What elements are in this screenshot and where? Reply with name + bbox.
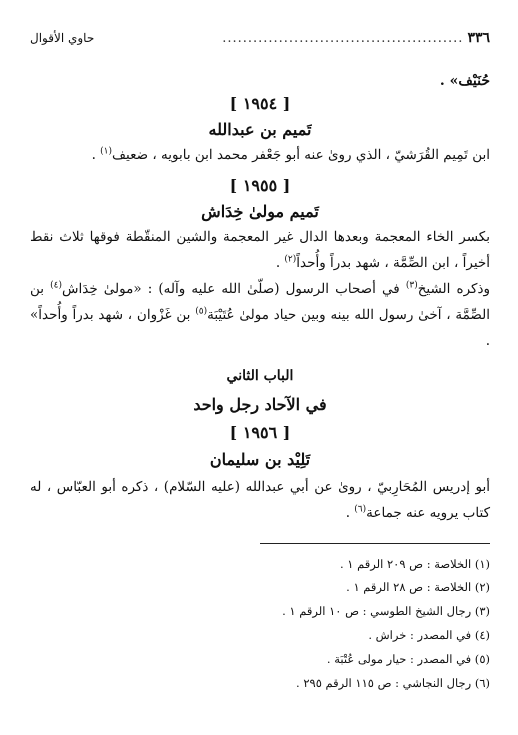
page-number: ٣٣٦ (467, 30, 490, 46)
footnote-6: (٦) رجال النجاشي : ص ١١٥ الرقم ٢٩٥ . (296, 676, 490, 690)
entry-text-1956-end: . (345, 505, 355, 521)
footnote-5: (٥) في المصدر : حيار مولى عُتْبَة . (326, 652, 490, 666)
note-ref-1[interactable]: (١) (100, 146, 113, 157)
note-ref-3[interactable]: (٣) (405, 280, 418, 291)
footnote-1: (١) الخلاصة : ص ٢٠٩ الرقم ١ . (339, 557, 490, 571)
chapter-title: الباب الثاني (226, 368, 294, 384)
entry-text-1954 (30, 142, 490, 168)
footnote-3: (٣) رجال الشيخ الطوسي : ص ١٠ الرقم ١ . (282, 604, 490, 618)
note-ref-2[interactable]: (٢) (284, 254, 297, 265)
entry-1955-paragraph-2-d: بن غَزْوان ، شهد بدراً وأُحداً» . (30, 307, 490, 349)
note-ref-6[interactable]: (٦) (354, 504, 367, 515)
note-ref-5[interactable]: (٥) (195, 306, 208, 317)
footnote-divider (260, 543, 490, 544)
entry-1955-paragraph-1-text: بكسر الخاء المعجمة وبعدها الدال غير المعجمة والشين المنقّطة فوقها ثلاث نقط أخيراً ، ابن الصِّمَّة ، شهد بدراً وأُحداً (30, 229, 490, 271)
entry-1955-paragraph-2 (30, 276, 490, 354)
entry-text-1956 (30, 474, 490, 526)
entry-text-1955 (30, 224, 490, 354)
footnote-4: (٤) في المصدر : خراش . (368, 628, 490, 642)
chapter-subtitle: في الآحاد رجل واحد (193, 395, 327, 414)
header-dots: ............................................... (222, 31, 464, 46)
entry-1955-paragraph-1 (30, 224, 490, 276)
entry-1955-paragraph-2-b: في أصحاب الرسول (صلّىٰ الله عليه وآله) : «مولىٰ خِدَاش (62, 281, 406, 297)
entry-number-1956: [ ١٩٥٦ ] (229, 423, 291, 442)
running-title: حاوي الأقوال (30, 31, 95, 45)
entry-1955-paragraph-1-end: . (275, 255, 285, 271)
footnote-2: (٢) الخلاصة : ص ٢٨ الرقم ١ . (346, 580, 490, 594)
entry-name-1955: تَميم مولىٰ خِدَاش (201, 202, 319, 221)
entry-number-1954: [ ١٩٥٤ ] (229, 94, 291, 113)
entry-1955-paragraph-2-a: وذكره الشيخ (417, 281, 491, 297)
opening-text: حُنَيْف» . (439, 73, 490, 89)
entry-number-1955: [ ١٩٥٥ ] (229, 176, 291, 195)
note-ref-4[interactable]: (٤) (50, 280, 63, 291)
entry-name-1956: تَلِيْد بن سليمان (209, 450, 311, 469)
entry-text-1954-end: . (91, 147, 101, 163)
running-header (30, 30, 490, 47)
entry-text-1956-main: أبو إدريس المُحَارِبيّ ، روىٰ عن أبي عبدالله (عليه السّلام) ، ذكره أبو العبّاس ، له كتاب يرويه عنه جماعة (30, 479, 490, 521)
entry-1955-paragraph-2-c: بن الصِّمَّة ، آخىٰ رسول الله بينه وبين حياد مولىٰ عُتَيْبَة (30, 281, 490, 323)
entry-name-1954: تَميم بن عبدالله (208, 120, 312, 139)
entry-text-1954-main: ابن تَمِيم القُرَشيّ ، الذي روىٰ عنه أبو جَعْفر محمد ابن بابويه ، ضعيف (112, 147, 490, 163)
